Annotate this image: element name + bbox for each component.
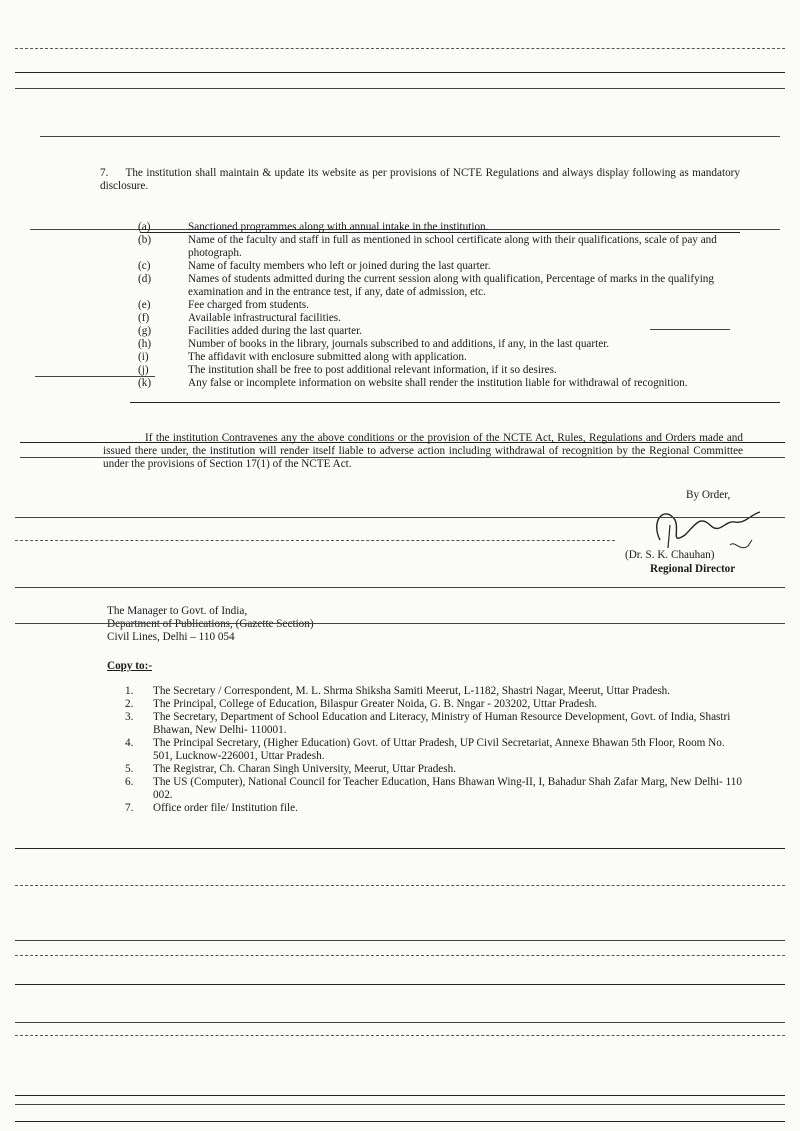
scan-rule [20, 457, 785, 458]
list-item: 7. Office order file/ Institution file. [125, 802, 298, 814]
scan-rule [15, 885, 785, 886]
addressee-line: The Manager to Govt. of India, [107, 605, 248, 617]
scan-rule [15, 1121, 785, 1122]
list-item: 5. The Registrar, Ch. Charan Singh University, Meerut, Uttar Pradesh. [125, 763, 457, 775]
scan-rule [650, 329, 730, 330]
list-item: 2. The Principal, College of Education, Bilaspur Greater Noida, G. B. Nngar - 203202, Uttar Pradesh. [125, 698, 597, 710]
contravention-paragraph: If the institution Contravenes any the above conditions or the provision of the NCTE Act, Rules, Regulations and Orders made and issued there under, the institution will render itself liable to adverse action including withdrawal of recognition by the Regional Committee under the provisions of Section 17(1) of the NCTE Act. [103, 432, 743, 470]
scan-rule [15, 1035, 785, 1036]
list-item: (a) Sanctioned programmes along with annual intake in the institution. [138, 221, 489, 233]
scan-rule [15, 955, 785, 956]
list-item: (d) Names of students admitted during the current session along with qualification, Percentage of marks in the qualifying examination and in the entrance test, if any, date of admission, etc. [138, 273, 714, 298]
copy-to-heading: Copy to:- [107, 660, 153, 672]
clause-intro-text: The institution shall maintain & update its website as per provisions of NCTE Regulations and always display following as mandatory disclosure. [100, 167, 740, 192]
list-item: 1. The Secretary / Correspondent, M. L. Shrma Shiksha Samiti Meerut, L-1182, Shastri Nagar, Meerut, Uttar Pradesh. [125, 685, 671, 697]
scan-rule [15, 1104, 785, 1105]
scan-rule [15, 1095, 785, 1096]
scan-rule [15, 848, 785, 849]
by-order: By Order, [686, 489, 731, 501]
signatory-name: (Dr. S. K. Chauhan) [625, 549, 715, 561]
clause-7-intro [100, 167, 740, 193]
signatory-title: Regional Director [650, 563, 736, 575]
clause-number: 7. [100, 167, 109, 179]
list-item: (g) Facilities added during the last quarter. [138, 325, 362, 337]
list-item: (h) Number of books in the library, journals subscribed to and additions, if any, in the last quarter. [138, 338, 610, 350]
list-item: 3. The Secretary, Department of School Education and Literacy, Ministry of Human Resource Development, Govt. of India, Shastri Bhawan, New Delhi- 110001. [125, 711, 731, 736]
scan-rule [15, 587, 785, 588]
list-item: (i) The affidavit with enclosure submitted along with application. [138, 351, 467, 363]
scan-rule [130, 402, 780, 403]
scan-rule [15, 540, 615, 541]
addressee [107, 605, 507, 644]
list-item: (f) Available infrastructural facilities. [138, 312, 341, 324]
list-item: (c) Name of faculty members who left or joined during the last quarter. [138, 260, 491, 272]
list-item: 6. The US (Computer), National Council for Teacher Education, Hans Bhawan Wing-II, I, Bahadur Shah Zafar Marg, New Delhi- 110 002. [125, 776, 742, 801]
scan-rule [140, 232, 740, 233]
list-item: 4. The Principal Secretary, (Higher Education) Govt. of Uttar Pradesh, UP Civil Secretariat, Annexe Bhawan 5th Floor, Room No. 501, Lucknow-226001, Uttar Pradesh. [125, 737, 725, 762]
scan-rule [15, 517, 785, 518]
list-item: (b) Name of the faculty and staff in full as mentioned in school certificate along with their qualifications, scale of pay and photograph. [138, 234, 717, 259]
addressee-line: Civil Lines, Delhi – 110 054 [107, 631, 235, 643]
scan-rule [15, 88, 785, 89]
scan-rule [40, 136, 780, 137]
scan-rule [15, 984, 785, 985]
list-item: (j) The institution shall be free to post additional relevant information, if it so desires. [138, 364, 557, 376]
scan-rule [15, 72, 785, 73]
scan-rule [15, 940, 785, 941]
scan-rule [15, 48, 785, 49]
list-item: (k) Any false or incomplete information on website shall render the institution liable for withdrawal of recognition. [138, 377, 688, 389]
addressee-line: Department of Publications, (Gazette Section) [107, 618, 314, 630]
scan-rule [15, 623, 785, 624]
list-item: (e) Fee charged from students. [138, 299, 309, 311]
disclosure-list [138, 221, 742, 390]
scan-rule [15, 1022, 785, 1023]
copy-to-list [125, 685, 745, 815]
scan-rule [35, 376, 155, 377]
